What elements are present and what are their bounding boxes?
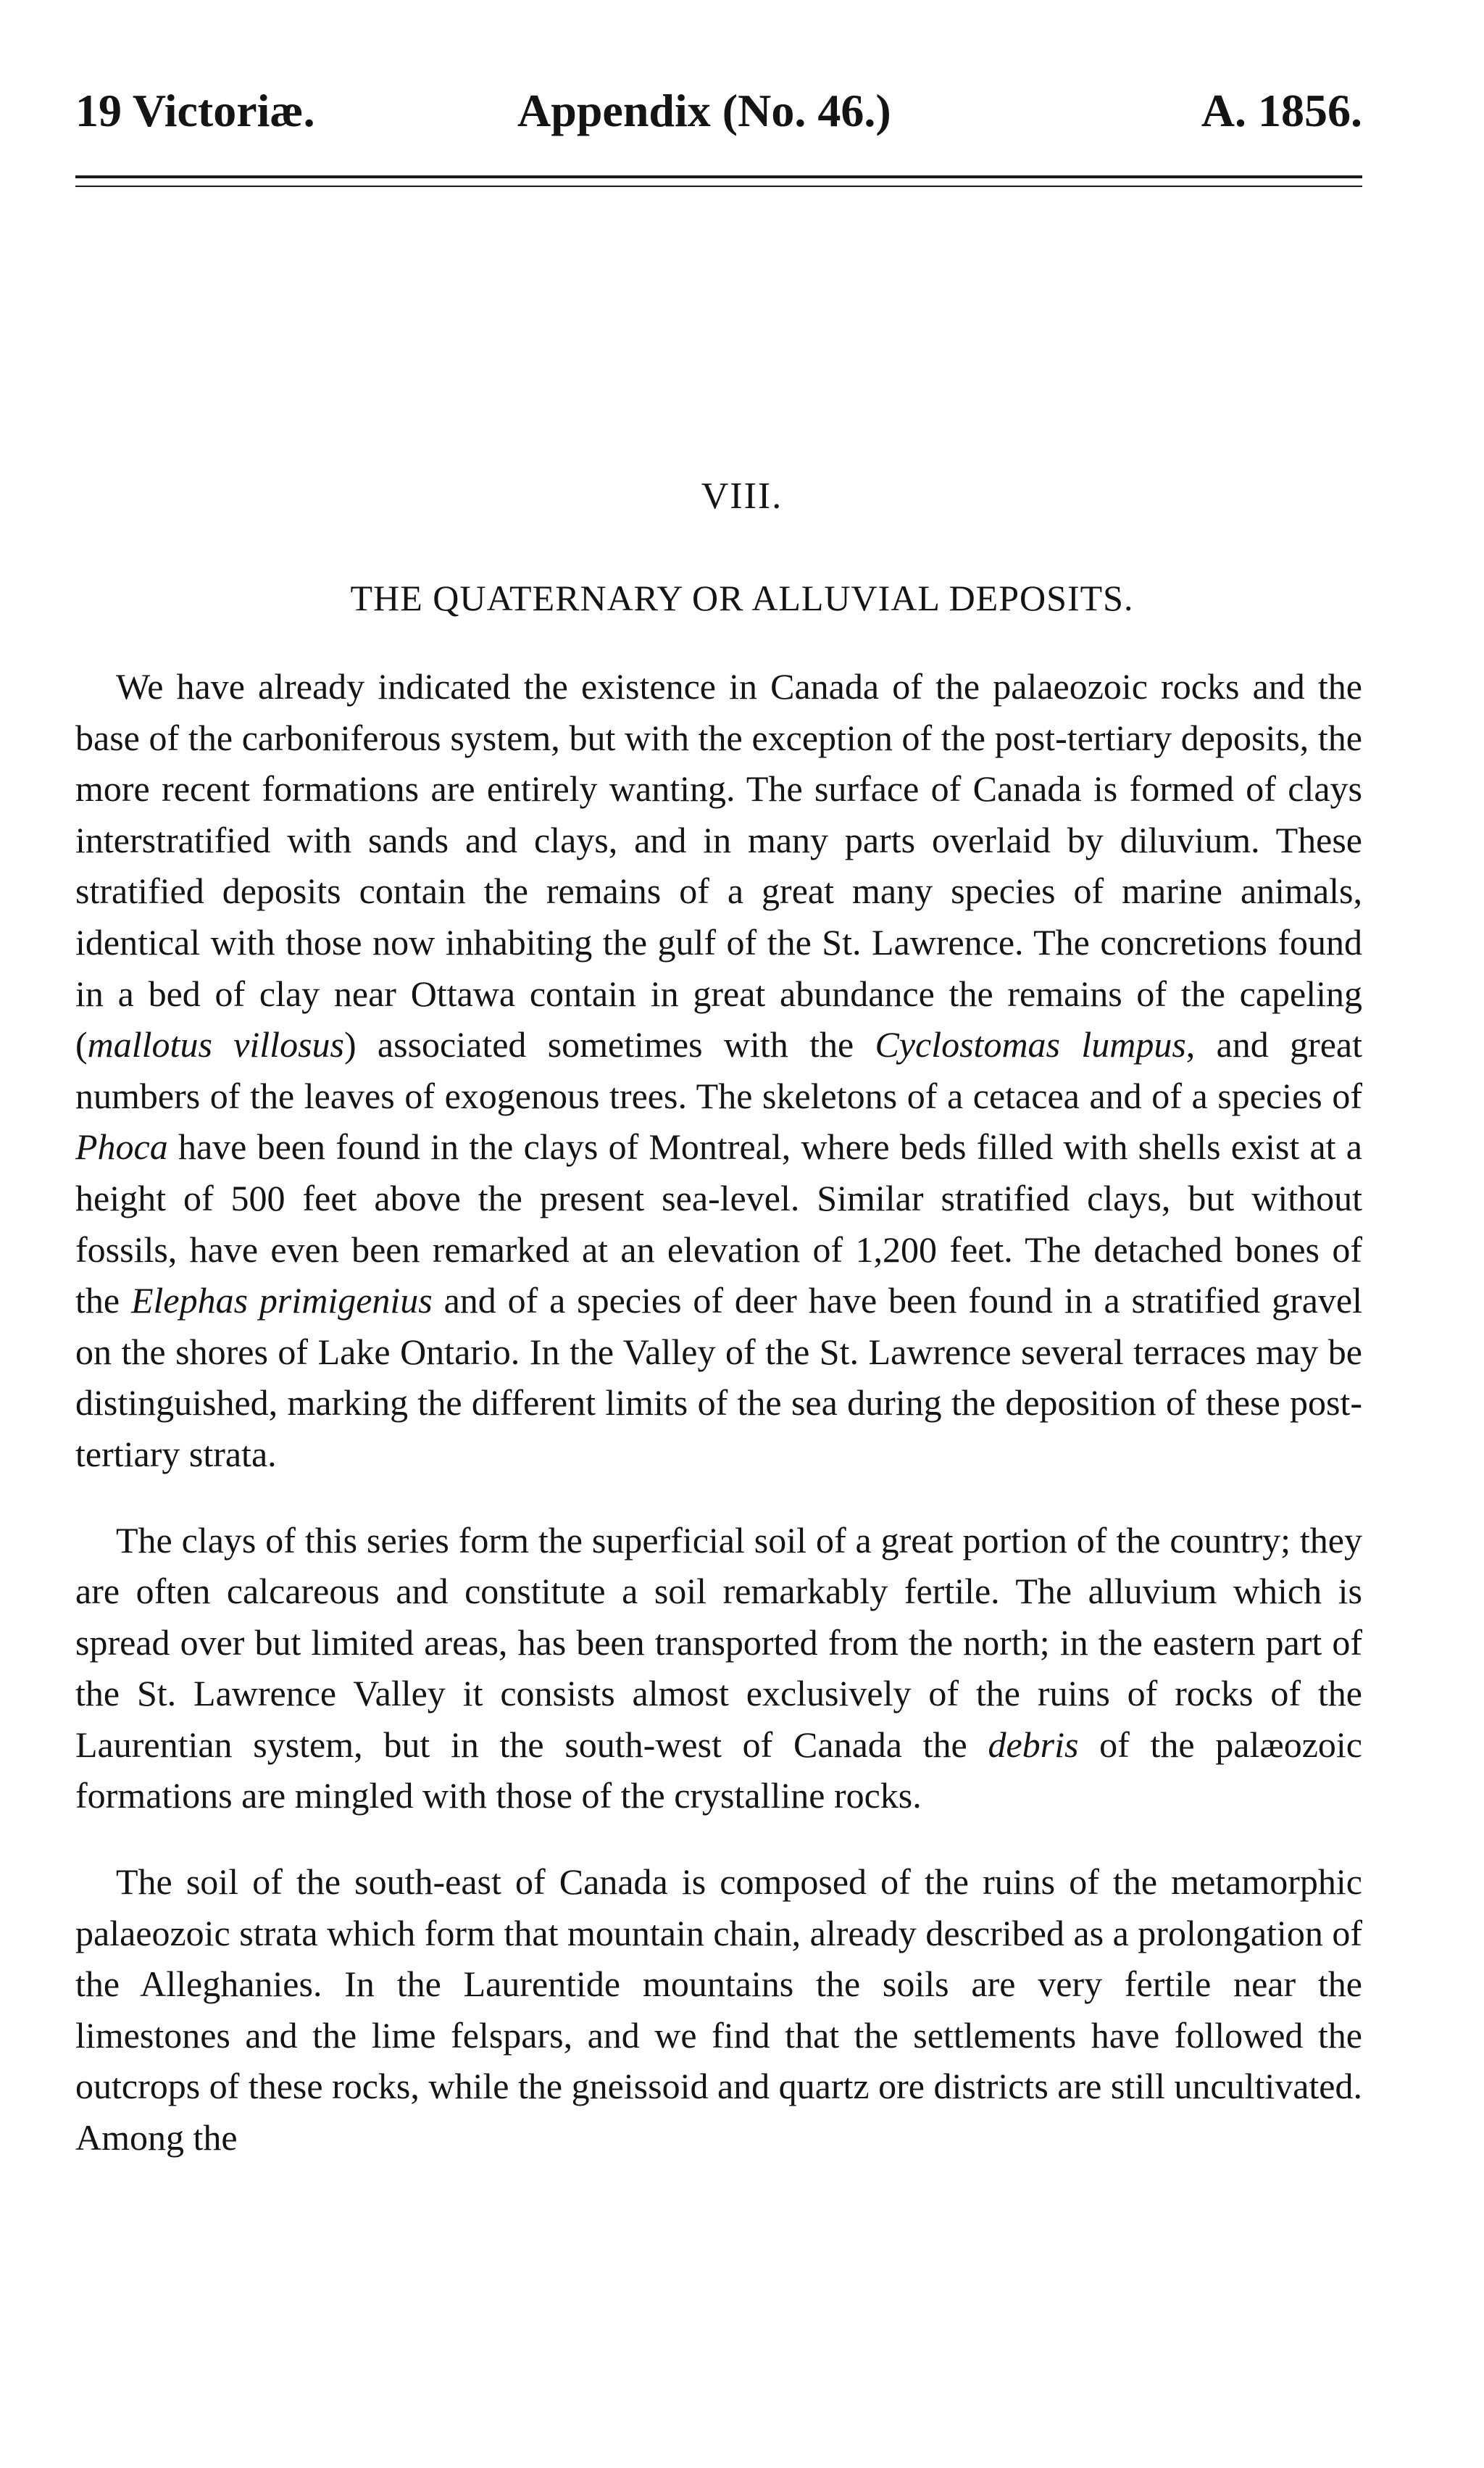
section-title: THE QUATERNARY OR ALLUVIAL DEPOSITS. — [350, 578, 1134, 618]
section-number: VIII. — [701, 475, 783, 517]
paragraph-1-text-d: have been found in the clays of Montreal, where beds filled with shells exist at a height of 500 feet above the present sea-level. Similar stratified clays, but without fossils, have even been remarked at an elevation of 1,200 feet. The detached bones of the — [75, 1126, 1362, 1321]
paragraph-1-italic-phoca: Phoca — [75, 1126, 168, 1168]
paragraph-2-italic-debris: debris — [988, 1724, 1079, 1765]
header-rule-thin — [75, 186, 1362, 187]
body-text — [75, 661, 1362, 2164]
paragraph-1-text-c: , and great numbers of the leaves of exogenous trees. The skeletons of a cetacea and of a species of — [75, 1024, 1363, 1116]
paragraph-2-text-b: of the palæozoic formations are mingled with those of the crystalline rocks. — [75, 1724, 1363, 1816]
paragraph-1-text-e: and of a species of deer have been found in a stratified gravel on the shores of Lake Ontario. In the Valley of the St. Lawrence several terraces may be distinguished, marking the different limits of the sea during the deposition of these post-tertiary strata. — [75, 1280, 1362, 1474]
header-appendix: Appendix (No. 46.) — [517, 85, 891, 136]
header-rule-thick — [75, 175, 1362, 178]
paragraph-3-text-a: The soil of the south-east of Canada is composed of the ruins of the metamorphic palaeozoic strata which form that mountain chain, already described as a prolongation of the Alleghanies. In the Laurentide mountains the soils are very fertile near the limestones and the lime felspars, and we find that the settlements have followed the outcrops of these rocks, while the gneissoid and quartz ore districts are still uncultivated. Among the — [75, 1861, 1362, 2159]
paragraph-1-italic-elephas: Elephas primigenius — [130, 1280, 433, 1321]
header-year: A. 1856. — [1201, 85, 1362, 136]
paragraph-1 — [75, 661, 1362, 1480]
paragraph-2 — [75, 1515, 1362, 1822]
paragraph-3 — [75, 1856, 1362, 2164]
paragraph-1-italic-species: mallotus villosus — [87, 1024, 344, 1065]
paragraph-1-text-b: ) associated sometimes with the — [343, 1024, 875, 1065]
running-header — [75, 78, 1362, 144]
paragraph-2-text-a: The clays of this series form the superficial soil of a great portion of the country; they are often calcareous and constitute a soil remarkably fertile. The alluvium which is spread over but limited areas, has been transported from the north; in the eastern part of the St. Lawrence Valley it consists almost exclusively of the ruins of rocks of the Laurentian system, but in the south-west of Canada the — [75, 1519, 1362, 1765]
paragraph-1-italic-cyclostomas: Cyclostomas lumpus — [875, 1024, 1186, 1065]
paragraph-1-text-a: We have already indicated the existence in Canada of the palaeozoic rocks and the base of the carboniferous system, but with the exception of the post-tertiary deposits, the more recent formations are entirely wanting. The surface of Canada is formed of clays interstratified with sands and clays, and in many parts overlaid by diluvium. These stratified deposits contain the remains of a great many species of marine animals, identical with those now inhabiting the gulf of the St. Lawrence. The concretions found in a bed of clay near Ottawa contain in great abundance the remains of the capeling ( — [75, 666, 1362, 1065]
header-session: 19 Victoriæ. — [75, 85, 315, 136]
